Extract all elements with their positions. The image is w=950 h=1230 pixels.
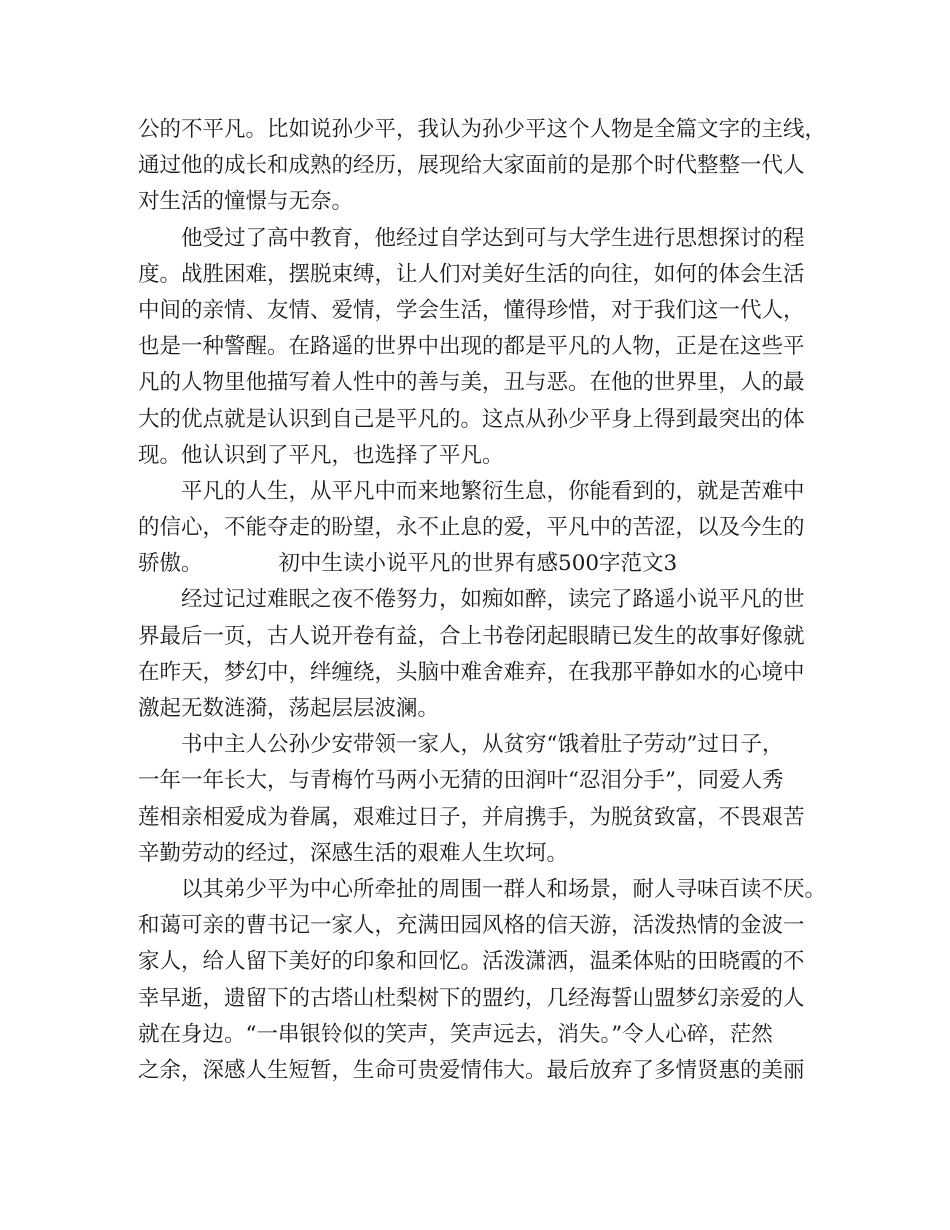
text-line: 就在身边。“一串银铃似的笑声，笑声远去，消失。”令人心碎，茫然 xyxy=(138,1021,773,1047)
text-line: 凡的人物里他描写着人性中的善与美，丑与恶。在他的世界里，人的最 xyxy=(138,370,805,396)
paragraph-start-line: 他受过了高中教育，他经过自学达到可与大学生进行思想探讨的程 xyxy=(181,225,805,251)
text-line: 家人，给人留下美好的印象和回忆。活泼潇洒，温柔体贴的田晓霞的不 xyxy=(138,949,805,975)
paragraph-start-line: 经过记过难眠之夜不倦努力，如痴如醉，读完了路遥小说平凡的世 xyxy=(181,587,805,613)
text-line: 和蔼可亲的曹书记一家人，充满田园风格的信天游，活泼热情的金波一 xyxy=(138,913,805,939)
text-line: 度。战胜困难，摆脱束缚，让人们对美好生活的向往，如何的体会生活 xyxy=(138,261,805,287)
text-line: 界最后一页，古人说开卷有益，合上书卷闭起眼睛已发生的故事好像就 xyxy=(138,623,805,649)
text-fragment: 骄傲。 xyxy=(138,551,203,577)
text-line: 公的不平凡。比如说孙少平，我认为孙少平这个人物是全篇文字的主线， xyxy=(138,117,827,142)
paragraph-start-line: 以其弟少平为中心所牵扯的周围一群人和场景，耐人寻味百读不厌。 xyxy=(181,876,827,902)
text-line: 在昨天，梦幻中，绊缠绕，头脑中难舍难弃，在我那平静如水的心境中 xyxy=(138,659,805,685)
text-line: 通过他的成长和成熟的经历，展现给大家面前的是那个时代整整一代人 xyxy=(138,153,805,179)
document-body xyxy=(138,112,827,1089)
section-heading: 初中生读小说平凡的世界有感500字范文3 xyxy=(278,551,678,577)
text-line: 辛勤劳动的经过，深感生活的艰难人生坎坷。 xyxy=(138,840,569,866)
text-line: 幸早逝，遗留下的古塔山杜梨树下的盟约，几经海誓山盟梦幻亲爱的人 xyxy=(138,985,805,1011)
text-line: 中间的亲情、友情、爱情，学会生活，懂得珍惜，对于我们这一代人， xyxy=(138,297,805,323)
text-line: 一年一年长大，与青梅竹马两小无猜的田润叶“忍泪分手”，同爱人秀 xyxy=(138,768,784,794)
text-line: 大的优点就是认识到自己是平凡的。这点从孙少平身上得到最突出的体 xyxy=(138,406,805,432)
text-line-with-heading xyxy=(138,546,818,582)
text-line: 现。他认识到了平凡，也选择了平凡。 xyxy=(138,442,504,468)
text-line: 之余，深感人生短暂，生命可贵爱情伟大。最后放弃了多情贤惠的美丽 xyxy=(138,1057,805,1083)
paragraph-start-line: 平凡的人生，从平凡中而来地繁衍生息，你能看到的，就是苦难中 xyxy=(181,478,805,504)
text-line: 莲相亲相爱成为眷属，艰难过日子，并肩携手，为脱贫致富，不畏艰苦 xyxy=(138,804,805,830)
text-line: 也是一种警醒。在路遥的世界中出现的都是平凡的人物，正是在这些平 xyxy=(138,334,805,360)
text-line: 激起无数涟漪，荡起层层波澜。 xyxy=(138,696,440,721)
paragraph-start-line: 书中主人公孙少安带领一家人，从贫穷“饿着肚子劳动”过日子， xyxy=(181,732,784,758)
text-line: 的信心，不能夺走的盼望，永不止息的爱，平凡中的苦涩，以及今生的 xyxy=(138,515,805,541)
text-line: 对生活的憧憬与无奈。 xyxy=(138,189,354,215)
